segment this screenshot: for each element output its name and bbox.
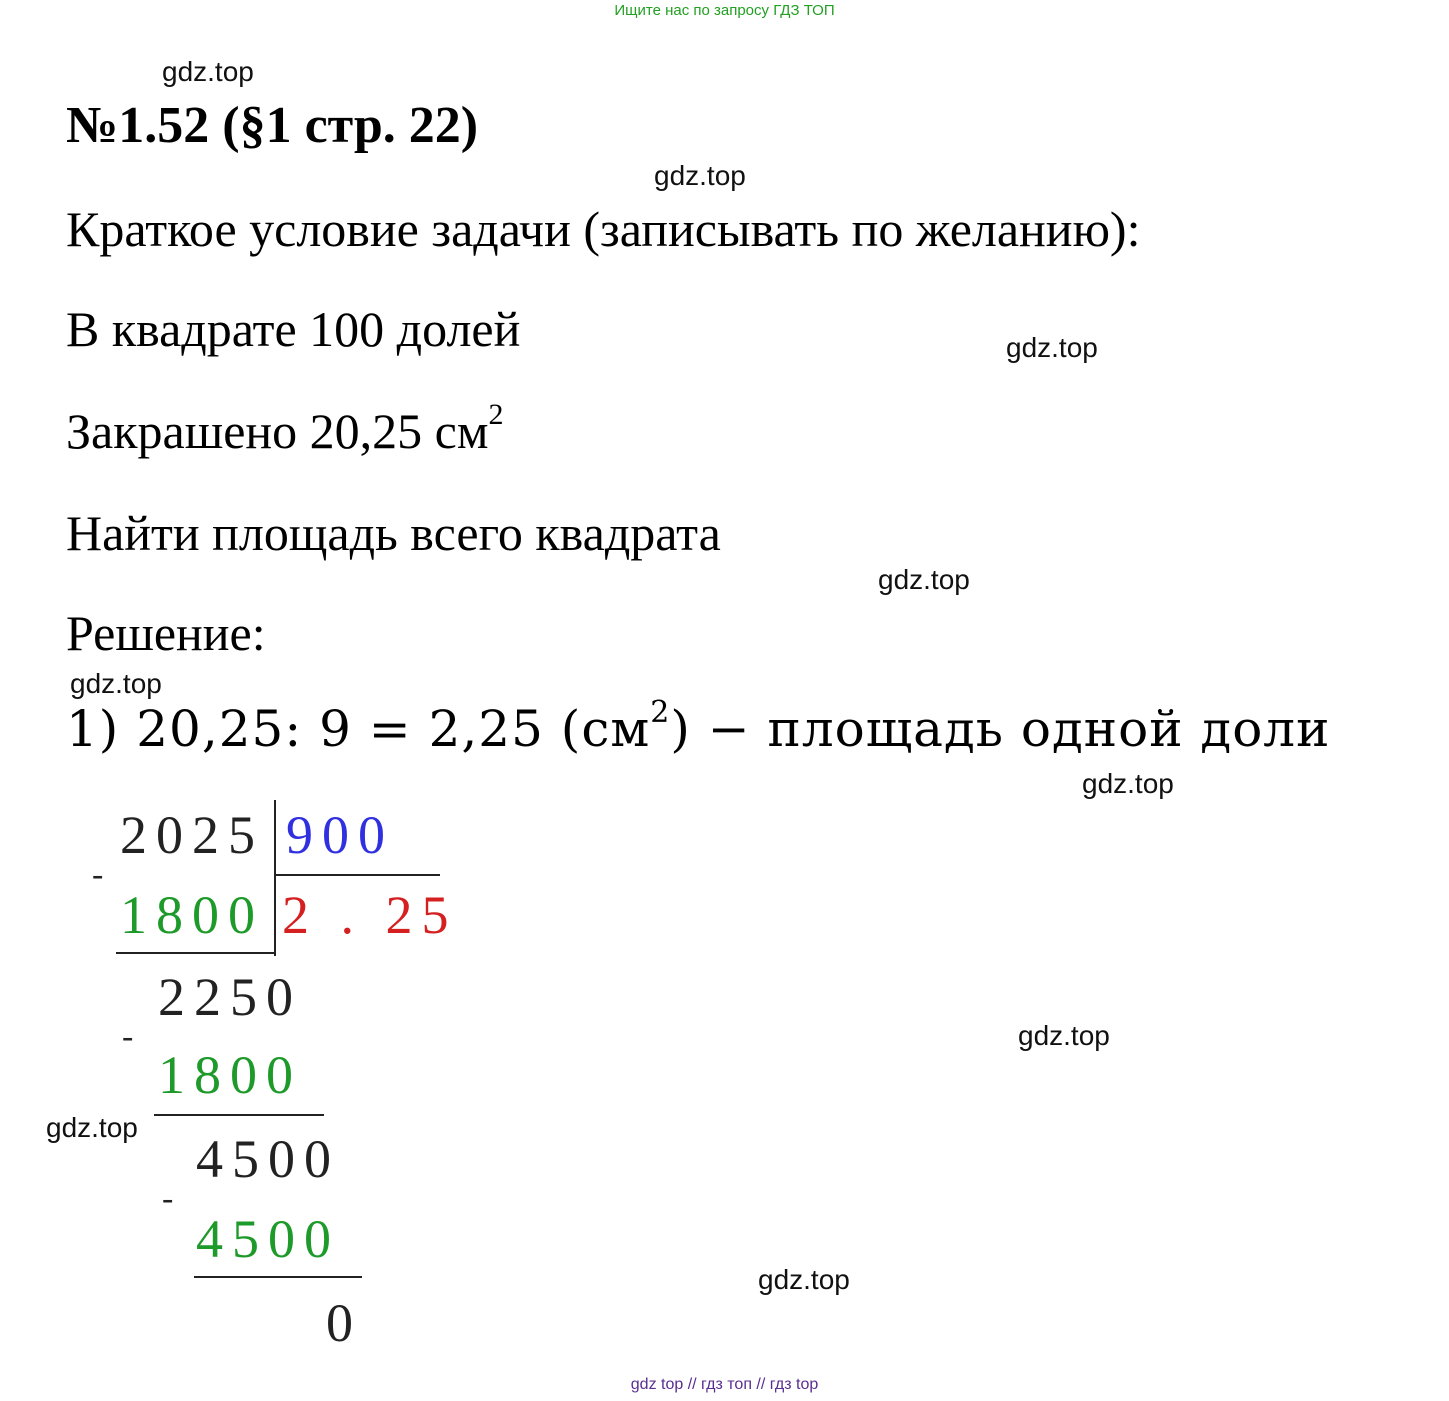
- subtrahend-3: 4500: [196, 1209, 340, 1269]
- solution-step-1-part-b: ) − площадь одной доли: [670, 700, 1331, 758]
- watermark: gdz.top: [70, 668, 162, 699]
- solution-heading: Решение:: [66, 605, 266, 661]
- condition-heading: Краткое условие задачи (записывать по желанию):: [66, 201, 1141, 257]
- dividend: 2025: [120, 805, 264, 865]
- watermark: gdz.top: [878, 564, 970, 595]
- watermark: gdz.top: [1018, 1020, 1110, 1051]
- watermark: gdz.top: [654, 160, 746, 191]
- division-underline: [194, 1276, 362, 1278]
- square-exponent: 2: [488, 398, 504, 431]
- footer-links: gdz top // гдз топ // гдз top: [630, 1376, 819, 1393]
- condition-line-2-text: Закрашено 20,25 см: [66, 403, 489, 459]
- remainder-1: 2250: [158, 967, 302, 1027]
- final-remainder: 0: [326, 1293, 362, 1353]
- watermark: gdz.top: [1082, 768, 1174, 799]
- watermark: gdz.top: [1006, 332, 1098, 363]
- quotient: 2 . 25: [282, 885, 458, 945]
- watermark: gdz.top: [162, 56, 254, 87]
- subtrahend-2: 1800: [158, 1045, 302, 1105]
- remainder-2: 4500: [196, 1129, 340, 1189]
- problem-title: №1.52 (§1 стр. 22): [66, 97, 479, 154]
- minus-sign: -: [92, 856, 104, 893]
- subtrahend-1: 1800: [120, 885, 264, 945]
- division-bracket-vertical: [274, 800, 276, 956]
- minus-sign: -: [122, 1018, 134, 1055]
- condition-line-3: Найти площадь всего квадрата: [66, 505, 721, 561]
- watermark: gdz.top: [758, 1264, 850, 1295]
- condition-line-2: [66, 398, 504, 460]
- square-exponent: 2: [650, 695, 671, 730]
- solution-step-1-part-a: 1) 20,25: 9 = 2,25 (см: [66, 700, 651, 758]
- divisor: 900: [286, 805, 394, 865]
- minus-sign: -: [162, 1180, 174, 1217]
- search-banner: Ищите нас по запросу ГДЗ ТОП: [614, 2, 835, 19]
- condition-line-1: В квадрате 100 долей: [66, 301, 521, 357]
- solution-step-1: [66, 695, 1331, 758]
- watermark: gdz.top: [46, 1112, 138, 1143]
- division-underline: [116, 952, 276, 954]
- division-underline: [154, 1114, 324, 1116]
- division-bracket-horizontal: [274, 874, 440, 876]
